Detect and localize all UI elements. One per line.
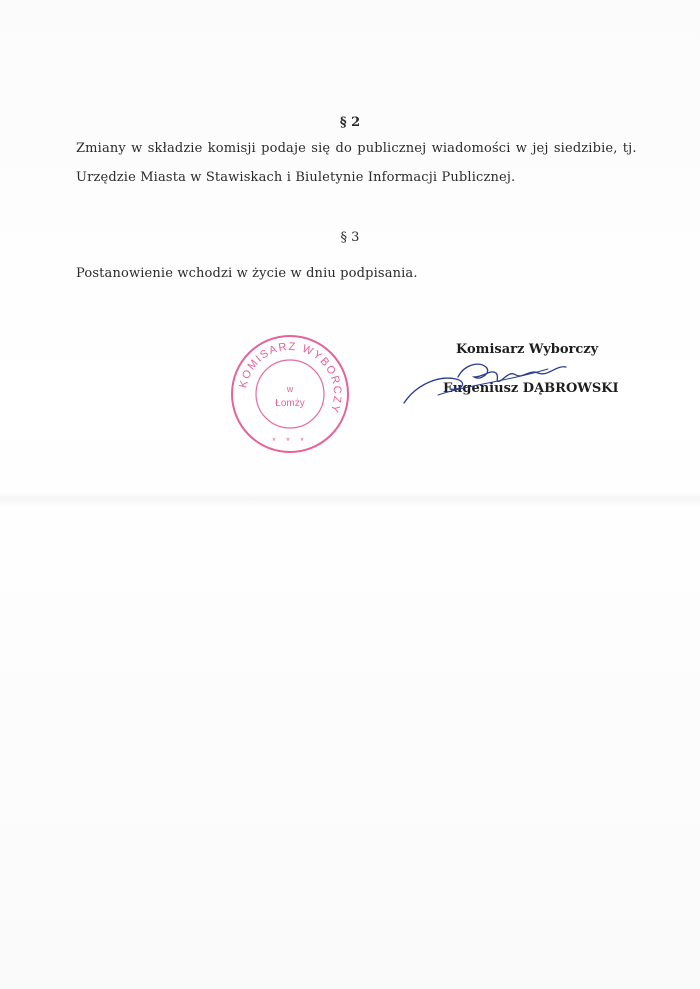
signer-name: Eugeniusz DĄBROWSKI [443,381,619,396]
stamp-outer-ring [232,336,348,452]
section-3-text-line-1: Postanowienie wchodzi w życie w dniu podpisania. [76,266,418,281]
official-stamp [228,332,352,456]
section-2-heading: § 2 [339,115,361,130]
handwritten-signature [398,355,568,410]
signer-title: Komisarz Wyborczy [456,342,599,357]
section-2-text-line-2: Urzędzie Miasta w Stawiskach i Biuletynie Informacji Publicznej. [76,170,516,185]
stamp-center-w: w [286,384,294,394]
section-2-text-line-1: Zmiany w składzie komisji podaje się do publicznej wiadomości w jej siedzibie, tj. [76,141,637,156]
section-3-heading: § 3 [340,230,360,245]
stamp-center-city: Łomży [275,398,305,409]
stamp-ring-text: KOMISARZ WYBORCZY [237,340,344,416]
page-fold [0,492,700,506]
stamp-inner-ring [256,360,324,428]
stamp-stars-icon: * * * [272,436,308,446]
